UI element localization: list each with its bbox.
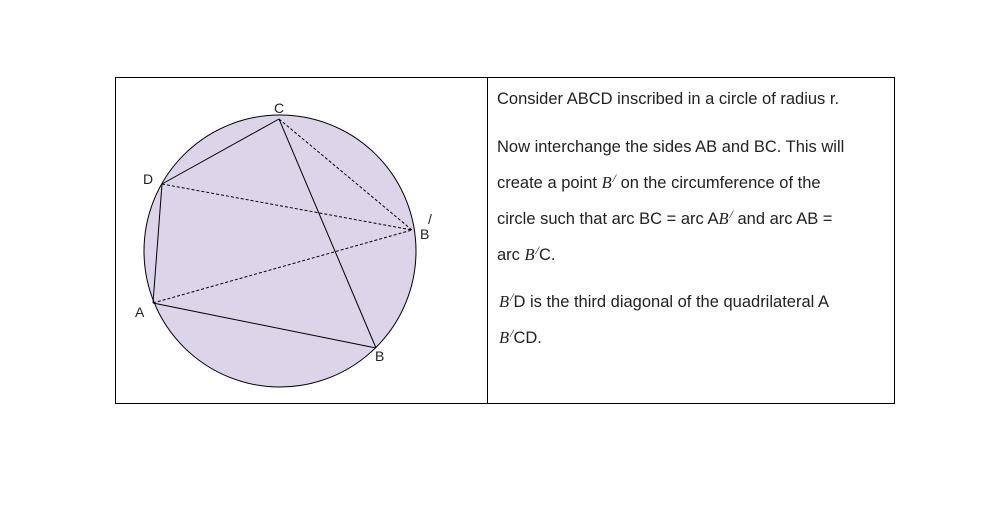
p2-line-2b: on the circumference of the <box>620 174 821 192</box>
p2-line-4a: arc <box>497 246 525 264</box>
b-symbol: B <box>499 292 510 311</box>
p2-line-3b: and arc AB = <box>737 210 833 228</box>
label-b: B <box>375 348 385 364</box>
p2-line-1: Now interchange the sides AB and BC. This will <box>497 138 845 156</box>
p3-line-1: D is the third diagonal of the quadrilateral A <box>513 293 829 311</box>
b-symbol: B <box>499 328 510 347</box>
p2-line-2a: create a point <box>497 174 602 192</box>
b-symbol: B <box>718 209 729 228</box>
figure-cell <box>116 78 487 403</box>
prime-mark: / <box>510 290 514 304</box>
b-symbol: B <box>524 245 535 264</box>
paragraph-3 <box>499 282 829 354</box>
prime-mark: / <box>612 171 617 185</box>
prime-mark: / <box>729 207 733 221</box>
text-cell <box>488 78 894 403</box>
paragraph-1 <box>497 84 839 115</box>
label-b-prime: B <box>420 226 430 242</box>
document-table <box>115 77 895 404</box>
paragraph-1-text: Consider ABCD inscribed in a circle of radius r. <box>497 90 840 108</box>
label-a: A <box>135 304 145 320</box>
prime-mark: / <box>535 243 539 257</box>
p2-line-3a: circle such that arc BC = arc A <box>497 210 719 228</box>
circle-diagram <box>116 78 487 403</box>
p2-line-4b: C. <box>538 246 556 264</box>
label-d: D <box>143 171 154 187</box>
prime-mark: / <box>510 326 514 340</box>
b-symbol: B <box>601 173 612 192</box>
label-c: C <box>274 100 285 116</box>
paragraph-2 <box>497 132 844 271</box>
p3-line-2: CD. <box>513 329 542 347</box>
label-b-prime-mark: / <box>428 211 432 227</box>
